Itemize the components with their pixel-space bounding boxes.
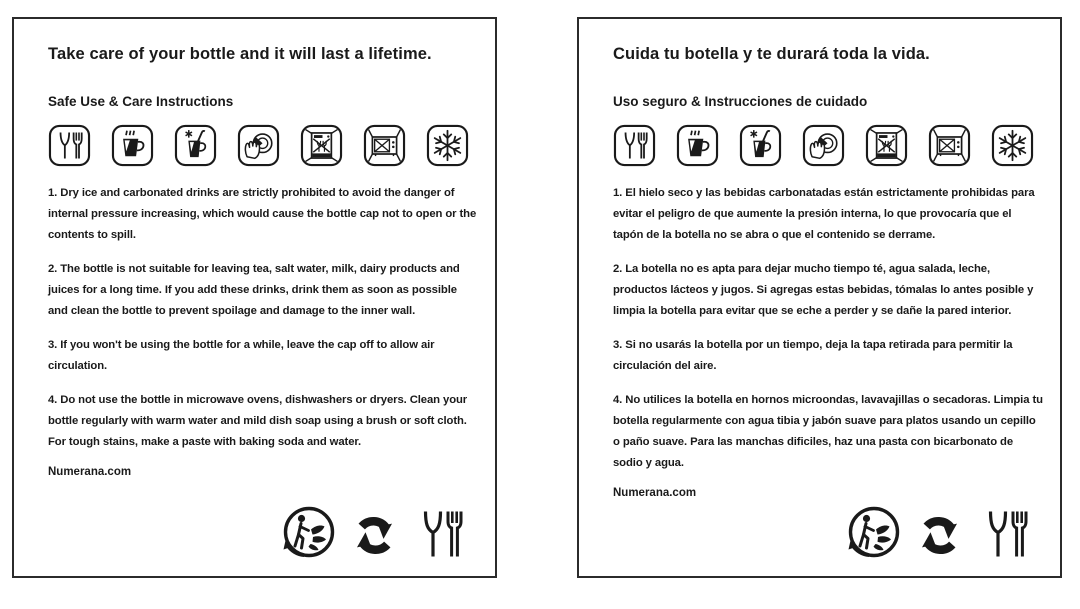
label-panel-spanish: [577, 17, 1062, 578]
hand-wash-icon: [802, 124, 845, 167]
triman-recycling-icon: [280, 504, 338, 562]
instruction-paragraph: 2. The bottle is not suitable for leaving tea, salt water, milk, dairy products and juices for a long time. If you add these drinks, drink them as soon as possible and clean the bottle to prevent spoilage and damage to the inner wall.: [48, 263, 460, 317]
green-dot-recycling-icon: [348, 509, 401, 562]
instruction-paragraph: 2. La botella no es apta para dejar mucho tiempo té, agua salada, leche, productos lácteos y jugos. Si agregas estas bebidas, tómalas lo antes posible y limpia la botella para evitar que se eche a perder y se dañe la pared interior.: [613, 263, 1034, 317]
food-safe-glass-fork-icon: [48, 124, 91, 167]
hand-wash-icon: [237, 124, 280, 167]
instruction-paragraph: 3. If you won't be using the bottle for a while, leave the cap off to allow air circulation.: [48, 339, 435, 372]
no-microwave-icon: [928, 124, 971, 167]
food-contact-safe-icon: [411, 506, 467, 562]
label-panel-english: [12, 17, 497, 578]
website-text: Numerana.com: [613, 487, 697, 499]
triman-recycling-icon: [845, 504, 903, 562]
no-dishwasher-icon: [300, 124, 343, 167]
food-safe-glass-fork-icon: [613, 124, 656, 167]
instruction-paragraph: 4. No utilices la botella en hornos microondas, lavavajillas o secadoras. Limpia tu botella regularmente con agua tibia y jabón suave para platos usando un cepillo o paño suave. Para las manchas dificiles, haz una pasta con bicarbonato de sodio y agua.: [613, 394, 1043, 469]
instruction-paragraph: 1. Dry ice and carbonated drinks are strictly prohibited to avoid the danger of internal pressure increasing, which would cause the bottle cap not to open or the contents to spill.: [48, 187, 477, 241]
instruction-paragraph: 1. El hielo seco y las bebidas carbonatadas están estrictamente prohibidas para evitar el peligro de que aumente la presión interna, lo que provocaría que el tapón de la botella no se abra o que el contenido se derrame.: [613, 187, 1035, 241]
food-contact-safe-icon: [976, 506, 1032, 562]
care-icon-row: [613, 124, 1034, 167]
no-dishwasher-icon: [865, 124, 908, 167]
no-microwave-icon: [363, 124, 406, 167]
recycling-icon-row: [845, 504, 1032, 562]
green-dot-recycling-icon: [913, 509, 966, 562]
section-subtitle: Uso seguro & Instrucciones de cuidado: [613, 94, 868, 109]
cold-drink-straw-icon: [739, 124, 782, 167]
snowflake-icon: [426, 124, 469, 167]
care-icon-row: [48, 124, 469, 167]
hot-drink-cup-icon: [676, 124, 719, 167]
page-title: Take care of your bottle and it will last a lifetime.: [48, 45, 432, 63]
website-text: Numerana.com: [48, 466, 132, 478]
cold-drink-straw-icon: [174, 124, 217, 167]
hot-drink-cup-icon: [111, 124, 154, 167]
instruction-paragraph: 4. Do not use the bottle in microwave ovens, dishwashers or dryers. Clean your bottle regularly with warm water and mild dish soap using a brush or soft cloth. For tough stains, make a paste with baking soda and water.: [48, 394, 468, 448]
page-title: Cuida tu botella y te durará toda la vida.: [613, 45, 930, 63]
section-subtitle: Safe Use & Care Instructions: [48, 94, 234, 109]
instruction-paragraph: 3. Si no usarás la botella por un tiempo, deja la tapa retirada para permitir la circulación del aire.: [613, 339, 1013, 372]
snowflake-icon: [991, 124, 1034, 167]
recycling-icon-row: [280, 504, 467, 562]
